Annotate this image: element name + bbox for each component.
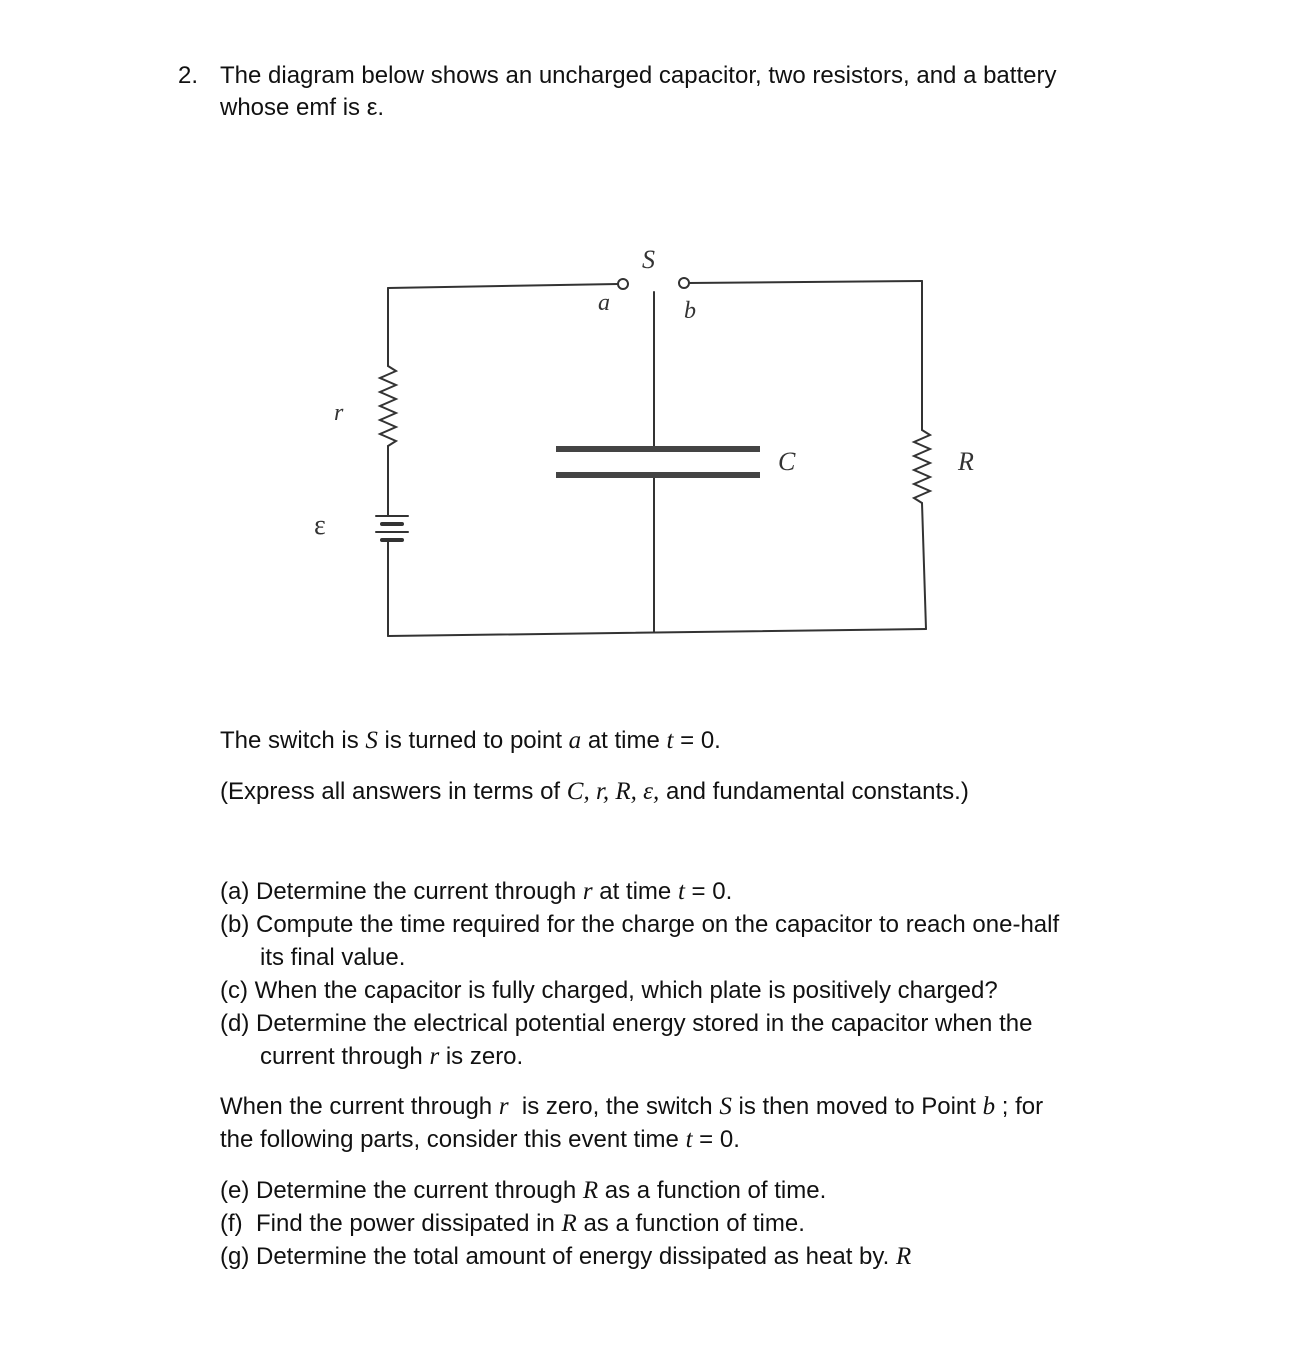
var-t: t [677, 878, 685, 905]
label-point-b: b [684, 298, 696, 324]
label-point-a: a [598, 290, 610, 316]
part-b-line1: (b) Compute the time required for the charge on the capacitor to reach one-half [220, 911, 1060, 938]
label-capacitor-c: C [778, 447, 796, 476]
switch-terminal-a [618, 279, 628, 289]
var-S: S [365, 727, 378, 754]
text-fragment: and fundamental constants.) [659, 778, 969, 805]
var-a: a [568, 727, 582, 754]
switch-terminal-b [679, 278, 689, 288]
parts-a-to-d [220, 875, 1059, 1073]
capacitor-top-plate [556, 446, 760, 452]
var-list: C, r, R, ε, [566, 778, 660, 805]
part-c: (c) When the capacitor is fully charged, which plate is positively charged? [220, 977, 998, 1004]
text-fragment: = 0. [692, 1126, 740, 1153]
var-R: R [561, 1210, 577, 1237]
var-R: R [895, 1243, 912, 1270]
part-b-line2: its final value. [260, 944, 406, 971]
text-fragment: is then moved to Point [731, 1093, 983, 1120]
text-fragment: current through [260, 1043, 430, 1070]
part-g [220, 1240, 911, 1273]
text-fragment: is zero, the switch [508, 1093, 720, 1120]
text-fragment: at time [581, 727, 667, 754]
text-fragment: is turned to point [377, 727, 569, 754]
var-r: r [429, 1043, 440, 1070]
var-S: S [719, 1093, 732, 1120]
text-fragment: at time [592, 878, 678, 905]
var-r: r [498, 1093, 509, 1120]
var-b: b [982, 1093, 996, 1120]
var-t: t [666, 727, 674, 754]
text-fragment: = 0. [673, 727, 721, 754]
text-fragment: (e) Determine the current through [220, 1177, 583, 1204]
text-fragment: = 0. [684, 878, 733, 905]
label-resistor-r-small: r [334, 400, 344, 426]
text-fragment: as a function of time. [576, 1210, 805, 1237]
text-fragment: is zero. [439, 1043, 524, 1070]
label-emf: ε [314, 510, 326, 541]
text-fragment: ; for [995, 1093, 1044, 1120]
text-fragment: (g) Determine the total amount of energy dissipated as heat by. [220, 1243, 896, 1270]
part-d-line1: (d) Determine the electrical potential energy stored in the capacitor when the [220, 1010, 1033, 1037]
wire-right-top [688, 281, 922, 283]
text-fragment: When the current through [220, 1093, 499, 1120]
wire-left-top [388, 284, 618, 288]
label-switch-s: S [642, 245, 655, 274]
var-t: t [685, 1126, 693, 1153]
question-intro-line1: The diagram below shows an uncharged capacitor, two resistors, and a battery [220, 62, 1057, 89]
var-r: r [582, 878, 593, 905]
question-intro-line2: whose emf is ε. [220, 94, 385, 121]
label-resistor-R: R [958, 447, 974, 476]
part-d-line2 [220, 1040, 1059, 1073]
transition-line1 [220, 1090, 1043, 1123]
parts-e-to-g [220, 1174, 911, 1273]
part-a [220, 875, 1059, 908]
text-fragment: (Express all answers in terms of [220, 778, 567, 805]
capacitor-bottom-plate [556, 472, 760, 478]
part-e [220, 1174, 911, 1207]
var-R: R [582, 1177, 599, 1204]
text-fragment: (a) Determine the current through [220, 878, 583, 905]
text-fragment: The switch is [220, 727, 366, 754]
text-fragment: the following parts, consider this event time [220, 1126, 686, 1153]
text-fragment: (f) Find the power dissipated in [220, 1210, 562, 1237]
question-number: 2. [178, 62, 199, 89]
transition-line2 [220, 1123, 1043, 1156]
switch-sentence [220, 724, 721, 757]
text-fragment: as a function of time. [598, 1177, 827, 1204]
resistor-R [914, 430, 930, 503]
part-f [220, 1207, 911, 1240]
wire-bottom [388, 629, 926, 636]
wire-right-vertical-lower [922, 503, 926, 629]
resistor-r [380, 366, 396, 446]
transition-paragraph [220, 1090, 1043, 1156]
express-note [220, 775, 969, 808]
